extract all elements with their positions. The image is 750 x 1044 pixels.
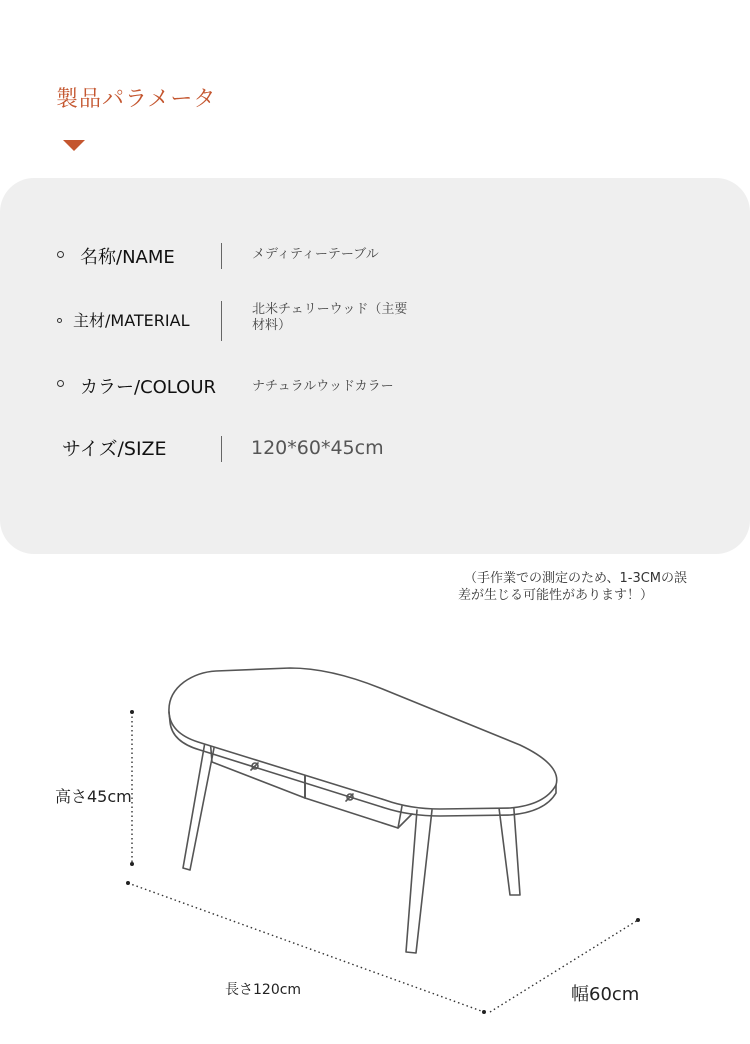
measurement-note-line2: 差が生じる可能性があります！） bbox=[458, 588, 654, 603]
length-label: 長さ120cm bbox=[225, 982, 302, 998]
divider bbox=[221, 436, 222, 462]
param-label-colour: カラー/COLOUR bbox=[80, 377, 217, 398]
triangle-down-icon bbox=[63, 140, 85, 151]
width-label: 幅60cm bbox=[571, 984, 640, 1005]
divider bbox=[221, 243, 222, 269]
measurement-note-line1: （手作業での測定のため、1-3CMの誤 bbox=[464, 571, 688, 586]
parameter-panel bbox=[0, 178, 750, 554]
height-label: 高さ45cm bbox=[55, 787, 132, 806]
section-title: 製品パラメータ bbox=[56, 87, 217, 112]
param-label-material: 主材/MATERIAL bbox=[73, 311, 190, 330]
measurement-note bbox=[458, 570, 687, 604]
leg-front bbox=[406, 810, 432, 953]
param-value-name: メディティーテーブル bbox=[252, 247, 379, 262]
bullet-icon bbox=[57, 380, 64, 387]
param-label-size: サイズ/SIZE bbox=[62, 438, 167, 460]
param-value-material-line2: 材料） bbox=[252, 318, 292, 333]
table-top bbox=[169, 668, 557, 809]
divider bbox=[221, 301, 222, 341]
param-value-colour: ナチュラルウッドカラー bbox=[252, 379, 394, 394]
leg-back-right bbox=[498, 796, 520, 895]
leg-back-left bbox=[183, 742, 214, 870]
param-label-name: 名称/NAME bbox=[80, 247, 175, 268]
param-value-size: 120*60*45cm bbox=[251, 437, 384, 459]
length-dimension-line bbox=[128, 883, 484, 1012]
bullet-icon bbox=[57, 318, 62, 323]
bullet-icon bbox=[57, 251, 64, 258]
param-value-material-line1: 北米チェリーウッド（主要 bbox=[252, 302, 408, 317]
